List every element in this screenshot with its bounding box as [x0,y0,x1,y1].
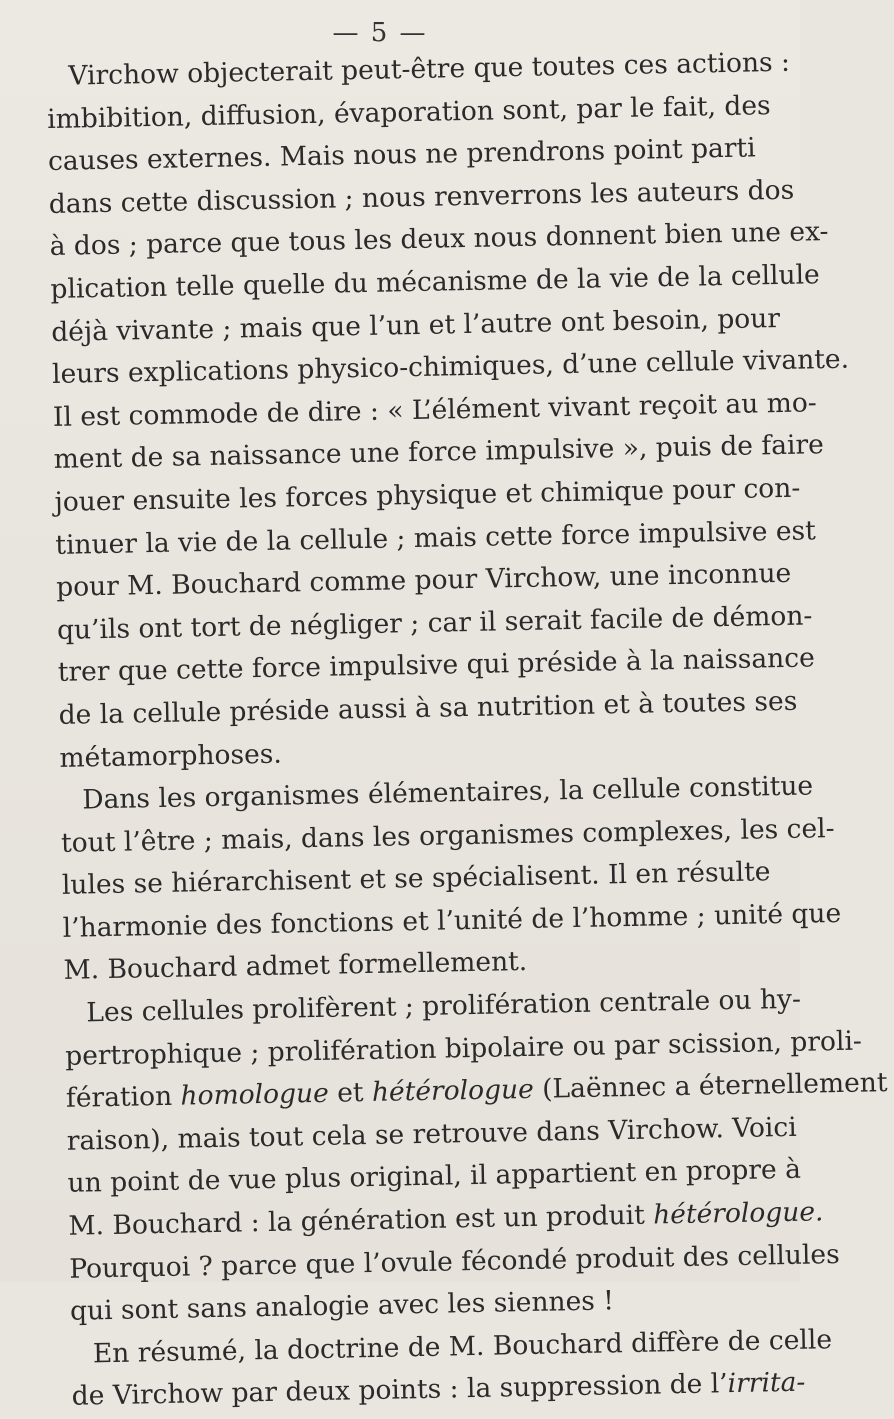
page-number: — 5 — [332,18,428,48]
text-line: causes externes. Mais nous ne prendrons point parti [47,132,756,178]
text-line: métamorphoses. [59,738,283,774]
text-line: pour M. Bouchard comme pour Virchow, une inconnue [55,557,792,604]
text-segment: M. Bouchard : la génération est un produit [68,1199,654,1242]
text-line: tout l’être ; mais, dans les organismes complexes, les cel- [60,812,835,859]
text-line: leurs explications physico-chimiques, d’une cellule vivante. [51,343,850,391]
text-line: En résumé, la doctrine de M. Bouchard diffère de celle [92,1323,833,1370]
text-line: imbibition, diffusion, évaporation sont, par le fait, des [46,89,771,135]
text-line: plication telle quelle du mécanisme de la vie de la cellule [50,259,820,305]
text-line: Virchow objecterait peut-être que toutes ces actions : [68,46,791,92]
italic-term: hétérologue. [652,1196,824,1231]
text-line: Il est commode de dire : « L’élément vivant reçoit au mo- [52,387,818,433]
text-line: Les cellules prolifèrent ; prolifération centrale ou hy- [86,983,802,1029]
body-text [46,43,888,1419]
text-line: trer que cette force impulsive qui préside à la naissance [57,642,816,689]
italic-term: irrita- [727,1367,806,1400]
text-line: dans cette discussion ; nous renverrons les auteurs dos [48,174,795,220]
text-line: raison), mais tout cela se retrouve dans Virchow. Voici [66,1111,797,1157]
text-line: M. Bouchard admet formellement. [63,946,528,987]
text-segment: fération [65,1080,181,1115]
italic-term: hétérologue [371,1074,535,1109]
text-line: pertrophique ; prolifération bipolaire ou par scission, proli- [64,1025,863,1072]
text-line: lules se hiérarchisent et se spécialisent. Il en résulte [61,856,771,902]
text-line: qui sont sans analogie avec les siennes ! [69,1285,615,1327]
text-line: l’harmonie des fonctions et l’unité de l’homme ; unité que [62,897,842,944]
text-segment: (Laënnec a éternellement [533,1067,888,1106]
text-line: un point de vue plus original, il appartient en propre à [67,1154,802,1200]
text-line: qu’ils ont tort de négliger ; car il serait facile de démon- [56,600,813,646]
text-line: ment de sa naissance une force impulsive », puis de faire [53,429,825,476]
text-line: jouer ensuite les forces physique et chimique pour con- [54,472,801,518]
text-line: déjà vivante ; mais que l’un et l’autre ont besoin, pour [51,302,781,348]
text-line: tinuer la vie de la cellule ; mais cette force impulsive est [55,514,816,561]
text-line: à dos ; parce que tous les deux nous donnent bien une ex- [49,216,829,263]
text-segment: et [328,1077,373,1110]
text-line: Dans les organismes élémentaires, la cellule constitue [81,770,814,816]
italic-term: homologue [180,1078,330,1112]
text-segment: de Virchow par deux points : la suppression de l’ [71,1368,728,1413]
text-line: de la cellule préside aussi à sa nutrition et à toutes ses [58,685,798,731]
text-line: Pourquoi ? parce que l’ovule fécondé produit des cellules [68,1238,840,1285]
